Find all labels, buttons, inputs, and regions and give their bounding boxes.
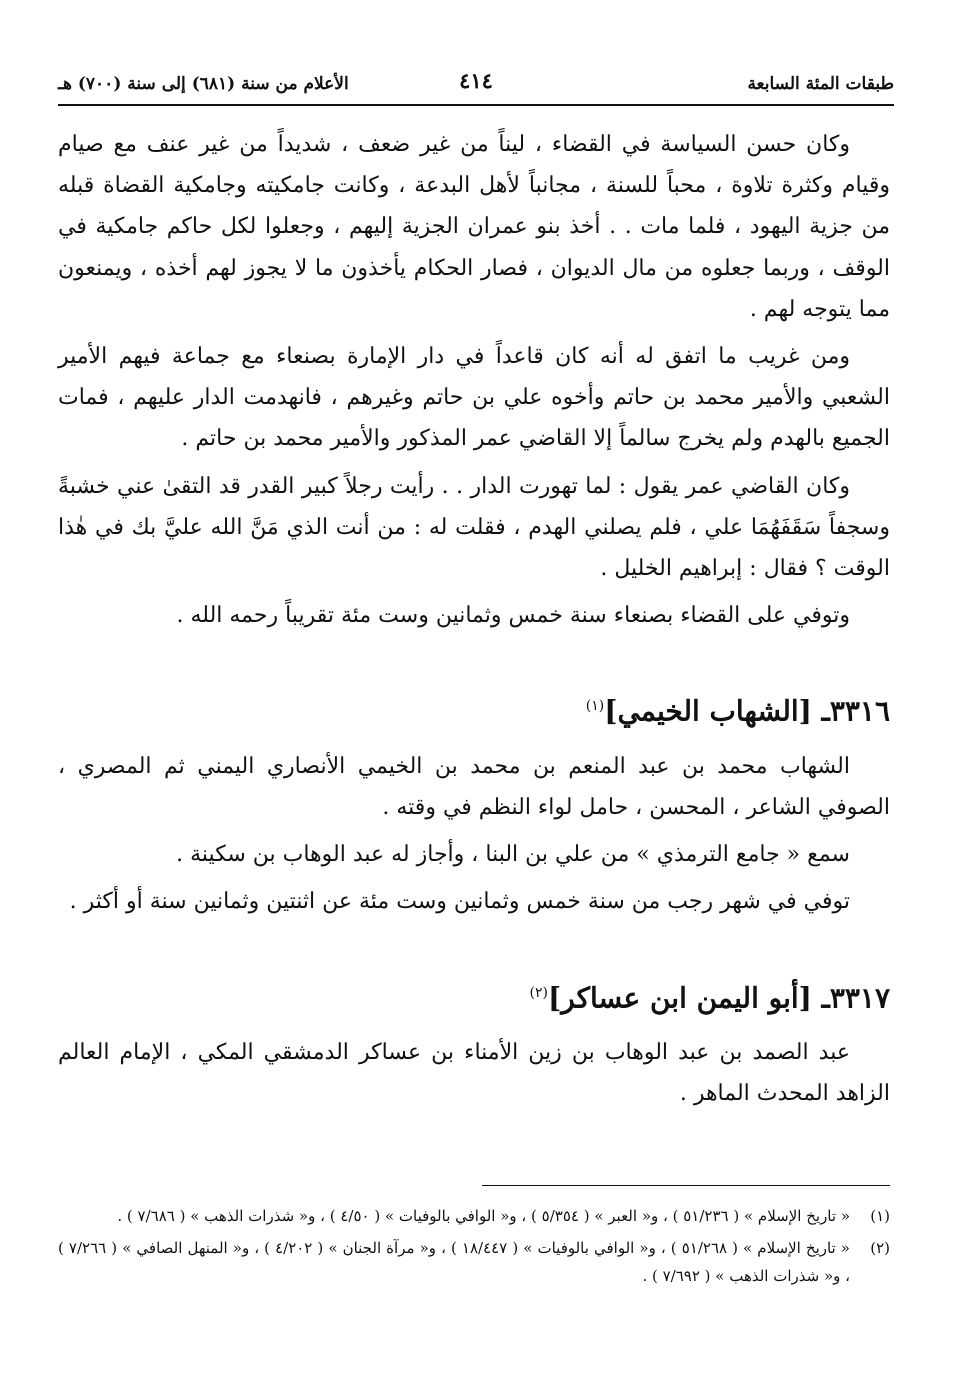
header-section-title: الأعلام من سنة (٦٨١) إلى سنة (٧٠٠) هـ — [58, 74, 349, 94]
paragraph: وكان القاضي عمر يقول : لما تهورت الدار . . رأيت رجلاً كبير القدر قد التقىٰ عني خشبةً وسجفاً سَقَفَهُمَا علي ، فلم يصلني الهدم ، فقلت له : من أنت الذي مَنَّ الله عليَّ بك في هٰذا الوقت ؟ فقال : إبراهيم الخليل . — [58, 473, 890, 582]
paragraph: توفي في شهر رجب من سنة خمس وثمانين وست مئة عن اثنتين وثمانين سنة أو أكثر . — [69, 889, 850, 915]
paragraph: عبد الصمد بن عبد الوهاب بن زين الأمناء بن عساكر الدمشقي المكي ، الإمام العالم الزاهد المحدث الماهر . — [58, 1039, 890, 1107]
footnote — [58, 1234, 890, 1290]
entry-heading — [58, 686, 890, 731]
paragraph: ومن غريب ما اتفق له أنه كان قاعداً في دار الإمارة بصنعاء مع جماعة فيهم الأمير الشعبي والأمير محمد بن حاتم وأخوه علي بن حاتم وغيرهم ، فانهدمت الدار عليهم ، فمات الجميع بالهدم ولم يخرج سالماً إلا القاضي عمر المذكور والأمير محمد بن حاتم . — [58, 344, 890, 452]
paragraph: سمع « جامع الترمذي » من علي بن البنا ، وأجاز له عبد الوهاب بن سكينة . — [176, 842, 850, 868]
footnote-marker: (٢) — [529, 984, 548, 1001]
main-text — [58, 124, 890, 1120]
header-book-title: طبقات المئة السابعة — [747, 74, 894, 94]
footnote-marker: (١) — [585, 698, 605, 715]
footnote-divider — [482, 1185, 890, 1186]
footnote-number: (١) — [870, 1207, 890, 1225]
header-divider — [58, 104, 894, 106]
page-number: ٤١٤ — [459, 68, 493, 93]
paragraph: الشهاب محمد بن عبد المنعم بن محمد بن الخيمي الأنصاري اليمني ثم المصري ، الصوفي الشاعر ، المحسن ، حامل لواء النظم في وقته . — [58, 753, 890, 820]
footnote-number: (٢) — [870, 1239, 890, 1257]
footnote-text: « تاريخ الإسلام » ( ٥١/٢٣٦ ) ، و« العبر » ( ٥/٣٥٤ ) ، و« الوافي بالوفيات » ( ٤/٥٠ ) ، و« شذرات الذهب » ( ٧/٦٨٦ ) . — [117, 1207, 850, 1225]
entry-heading-text: ٣٣١٦ـ [الشهاب الخيمي] — [604, 694, 890, 728]
entry-heading-text: ٣٣١٧ـ [أبو اليمن ابن عساكر] — [547, 980, 890, 1014]
footnote-text: « تاريخ الإسلام » ( ٥١/٢٦٨ ) ، و« الوافي بالوفيات » ( ١٨/٤٤٧ ) ، و« مرآة الجنان » ( ٤/٢٠٢ ) ، و« المنهل الصافي » ( ٧/٢٦٦ ) ، و« شذرات الذهب » ( ٧/٦٩٢ ) . — [58, 1239, 850, 1285]
paragraph: وتوفي على القضاء بصنعاء سنة خمس وثمانين وست مئة تقريباً رحمه الله . — [176, 603, 850, 629]
entry-heading — [58, 973, 890, 1018]
paragraph: وكان حسن السياسة في القضاء ، ليناً من غير ضعف ، شديداً من غير عنف مع صيام وقيام وكثرة تلاوة ، محباً للسنة ، مجانباً لأهل البدعة ، وكانت جامكيته وجامكية القضاة قبله من جزية اليهود ، فلما مات . . أخذ بنو عمران الجزية إليهم ، وجعلوا لكل حاكم جامكية في الوقف ، وربما جعلوه من مال الديوان ، فصار الحكام يأخذون ما لا يجوز لهم أخذه ، ويمنعون مما يتوجه لهم . — [58, 132, 890, 322]
footnotes — [58, 1202, 890, 1294]
running-header — [58, 66, 894, 102]
footnote — [58, 1202, 890, 1230]
